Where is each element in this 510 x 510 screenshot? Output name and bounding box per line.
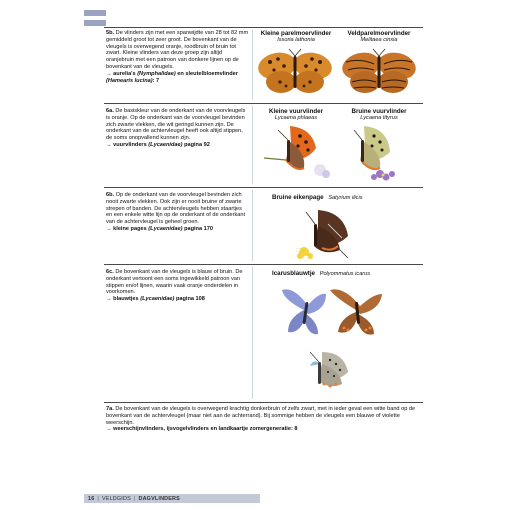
column-divider xyxy=(252,190,253,261)
entry-text: De basiskleur van de onderkant van de voorvleugels is oranje. Op de onderkant van de voorvleugel bevinden zich zwarte vlekken, die wit geringd kunnen zijn. De onderkant van de achtervleugel heeft ook altijd stippen, de soms onopvallend kunnen zijn. xyxy=(106,108,246,142)
entry-result: → kleine pages xyxy=(106,225,147,232)
species-heading xyxy=(272,270,412,278)
species-heading xyxy=(336,30,422,44)
column-divider xyxy=(252,106,253,184)
entry-text: De vlinders zijn met een spanwijdte van 28 tot 82 mm gemiddeld groot tot zeer groot. De bovenkant van de vleugels is overwegend oranje, roodbruin of bruin tot zwart. Kleine vlinders van deze groep zijn altijd oranjebruin met een patroon van donkere lijnen op de bovenkant van de vleugels. xyxy=(106,30,249,70)
entry-code: 7a. xyxy=(106,406,114,412)
species-name: Bruine vuurvlinder xyxy=(351,108,407,115)
species-heading xyxy=(256,108,336,122)
species-name: Kleine vuurvlinder xyxy=(269,108,323,115)
species-sci-name: Issoria lathonia xyxy=(277,37,315,43)
species-sci-name: Lycaena tityrus xyxy=(360,115,398,121)
species-sci-name: Melitaea cinxia xyxy=(360,37,398,43)
entry-result: → blauwtjes xyxy=(106,296,139,303)
entry-result: → weerschijnvlinders, ijsvogelvlinders en landkaartje zomergeneratie xyxy=(106,426,291,433)
section-title: DAGVLINDERS xyxy=(138,495,180,502)
section-rule xyxy=(104,27,423,28)
species-heading xyxy=(254,30,338,44)
key-entry-6a xyxy=(106,108,249,149)
species-name: Icarusblauwtje xyxy=(272,270,315,277)
species-heading xyxy=(336,108,422,122)
entry-result-sci: (Lycaenidae) xyxy=(140,296,175,303)
section-rule xyxy=(104,187,423,188)
veldparelmoervlinder-image xyxy=(340,48,418,98)
key-entry-7a xyxy=(106,406,418,433)
book-title: VELDGIDS xyxy=(102,495,131,502)
key-entry-6c xyxy=(106,269,249,303)
column-divider xyxy=(252,267,253,399)
kleine-parelmoervlinder-image xyxy=(256,48,334,98)
entry-result: → aurelia's xyxy=(106,70,136,77)
entry-result-sci: (Nymphalidae) xyxy=(137,70,176,77)
entry-result: → vuurvlinders xyxy=(106,141,147,148)
column-divider xyxy=(252,30,253,100)
entry-code: 6c. xyxy=(106,269,114,275)
icarusblauwtje-underside-image xyxy=(300,346,354,394)
species-sci-name: Polyommatus icarus xyxy=(319,271,371,277)
key-entry-6b xyxy=(106,192,249,233)
entry-result-page: pagina 92 xyxy=(184,141,210,148)
icarusblauwtje-female-image xyxy=(326,284,388,342)
page-footer: 16 | VELDGIDS | DAGVLINDERS xyxy=(88,495,180,502)
key-entry-5b xyxy=(106,30,249,84)
species-sci-name: Satyrium ilicis xyxy=(328,195,363,201)
entry-result-page: : 8 xyxy=(290,426,298,433)
entry-result-page: pagina 170 xyxy=(184,225,213,232)
icarusblauwtje-male-image xyxy=(274,282,332,342)
entry-result-sci: (Lycaenidae) xyxy=(148,225,183,232)
species-name: Bruine eikenpage xyxy=(272,194,324,201)
entry-code: 6a. xyxy=(106,108,114,114)
section-rule xyxy=(104,264,423,265)
kleine-vuurvlinder-image xyxy=(260,122,332,180)
bruine-vuurvlinder-image xyxy=(336,122,418,182)
entry-text: Op de onderkant van de voorvleugel bevinden zich nooit zwarte vlekken. Ook zijn er nooit bruine of zwarte strepen of banden. De achtervleugels hebben staartjes en een enkele witte lijn op de onderkant of de onderkant van de achtervleugel is geheel groen. xyxy=(106,192,246,226)
entry-result-page: : 7 xyxy=(152,77,160,84)
entry-code: 6b. xyxy=(106,192,115,198)
entry-text: De bovenkant van de vleugels is blauw of bruin. De onderkant vertoont een soms ingewikkeld patroon van stippen en/of lijnen, waarin vaak oranje onderdelen in voorkomen. xyxy=(106,269,243,296)
entry-result-sci: (Lycaenidae) xyxy=(148,141,183,148)
entry-text: De bovenkant van de vleugels is overwegend krachtig donkerbruin of zelfs zwart, met in ieder geval een witte band op de bovenkant van de achtervleugel (maar niet aan de achterrand). Bij sommige hebben de vleugels een blauwe of violette weerschijn. xyxy=(106,406,416,426)
page-tab-marker xyxy=(84,10,106,16)
section-rule xyxy=(104,103,423,104)
species-name: Veldparelmoervlinder xyxy=(347,30,411,37)
page-number: 16 xyxy=(88,495,95,502)
entry-result: en sleutelbloemvlinder xyxy=(177,70,238,77)
entry-result-sci: (Hamearis lucina) xyxy=(106,77,153,84)
entry-result-page: pagina 108 xyxy=(175,296,205,303)
section-rule xyxy=(104,402,423,403)
entry-code: 5b. xyxy=(106,30,115,36)
bruine-eikenpage-image xyxy=(292,204,362,262)
species-sci-name: Lycaena phlaeas xyxy=(274,115,318,121)
species-name: Kleine parelmoervlinder xyxy=(260,30,332,37)
page-tab-marker xyxy=(84,20,106,26)
species-heading xyxy=(272,194,412,202)
